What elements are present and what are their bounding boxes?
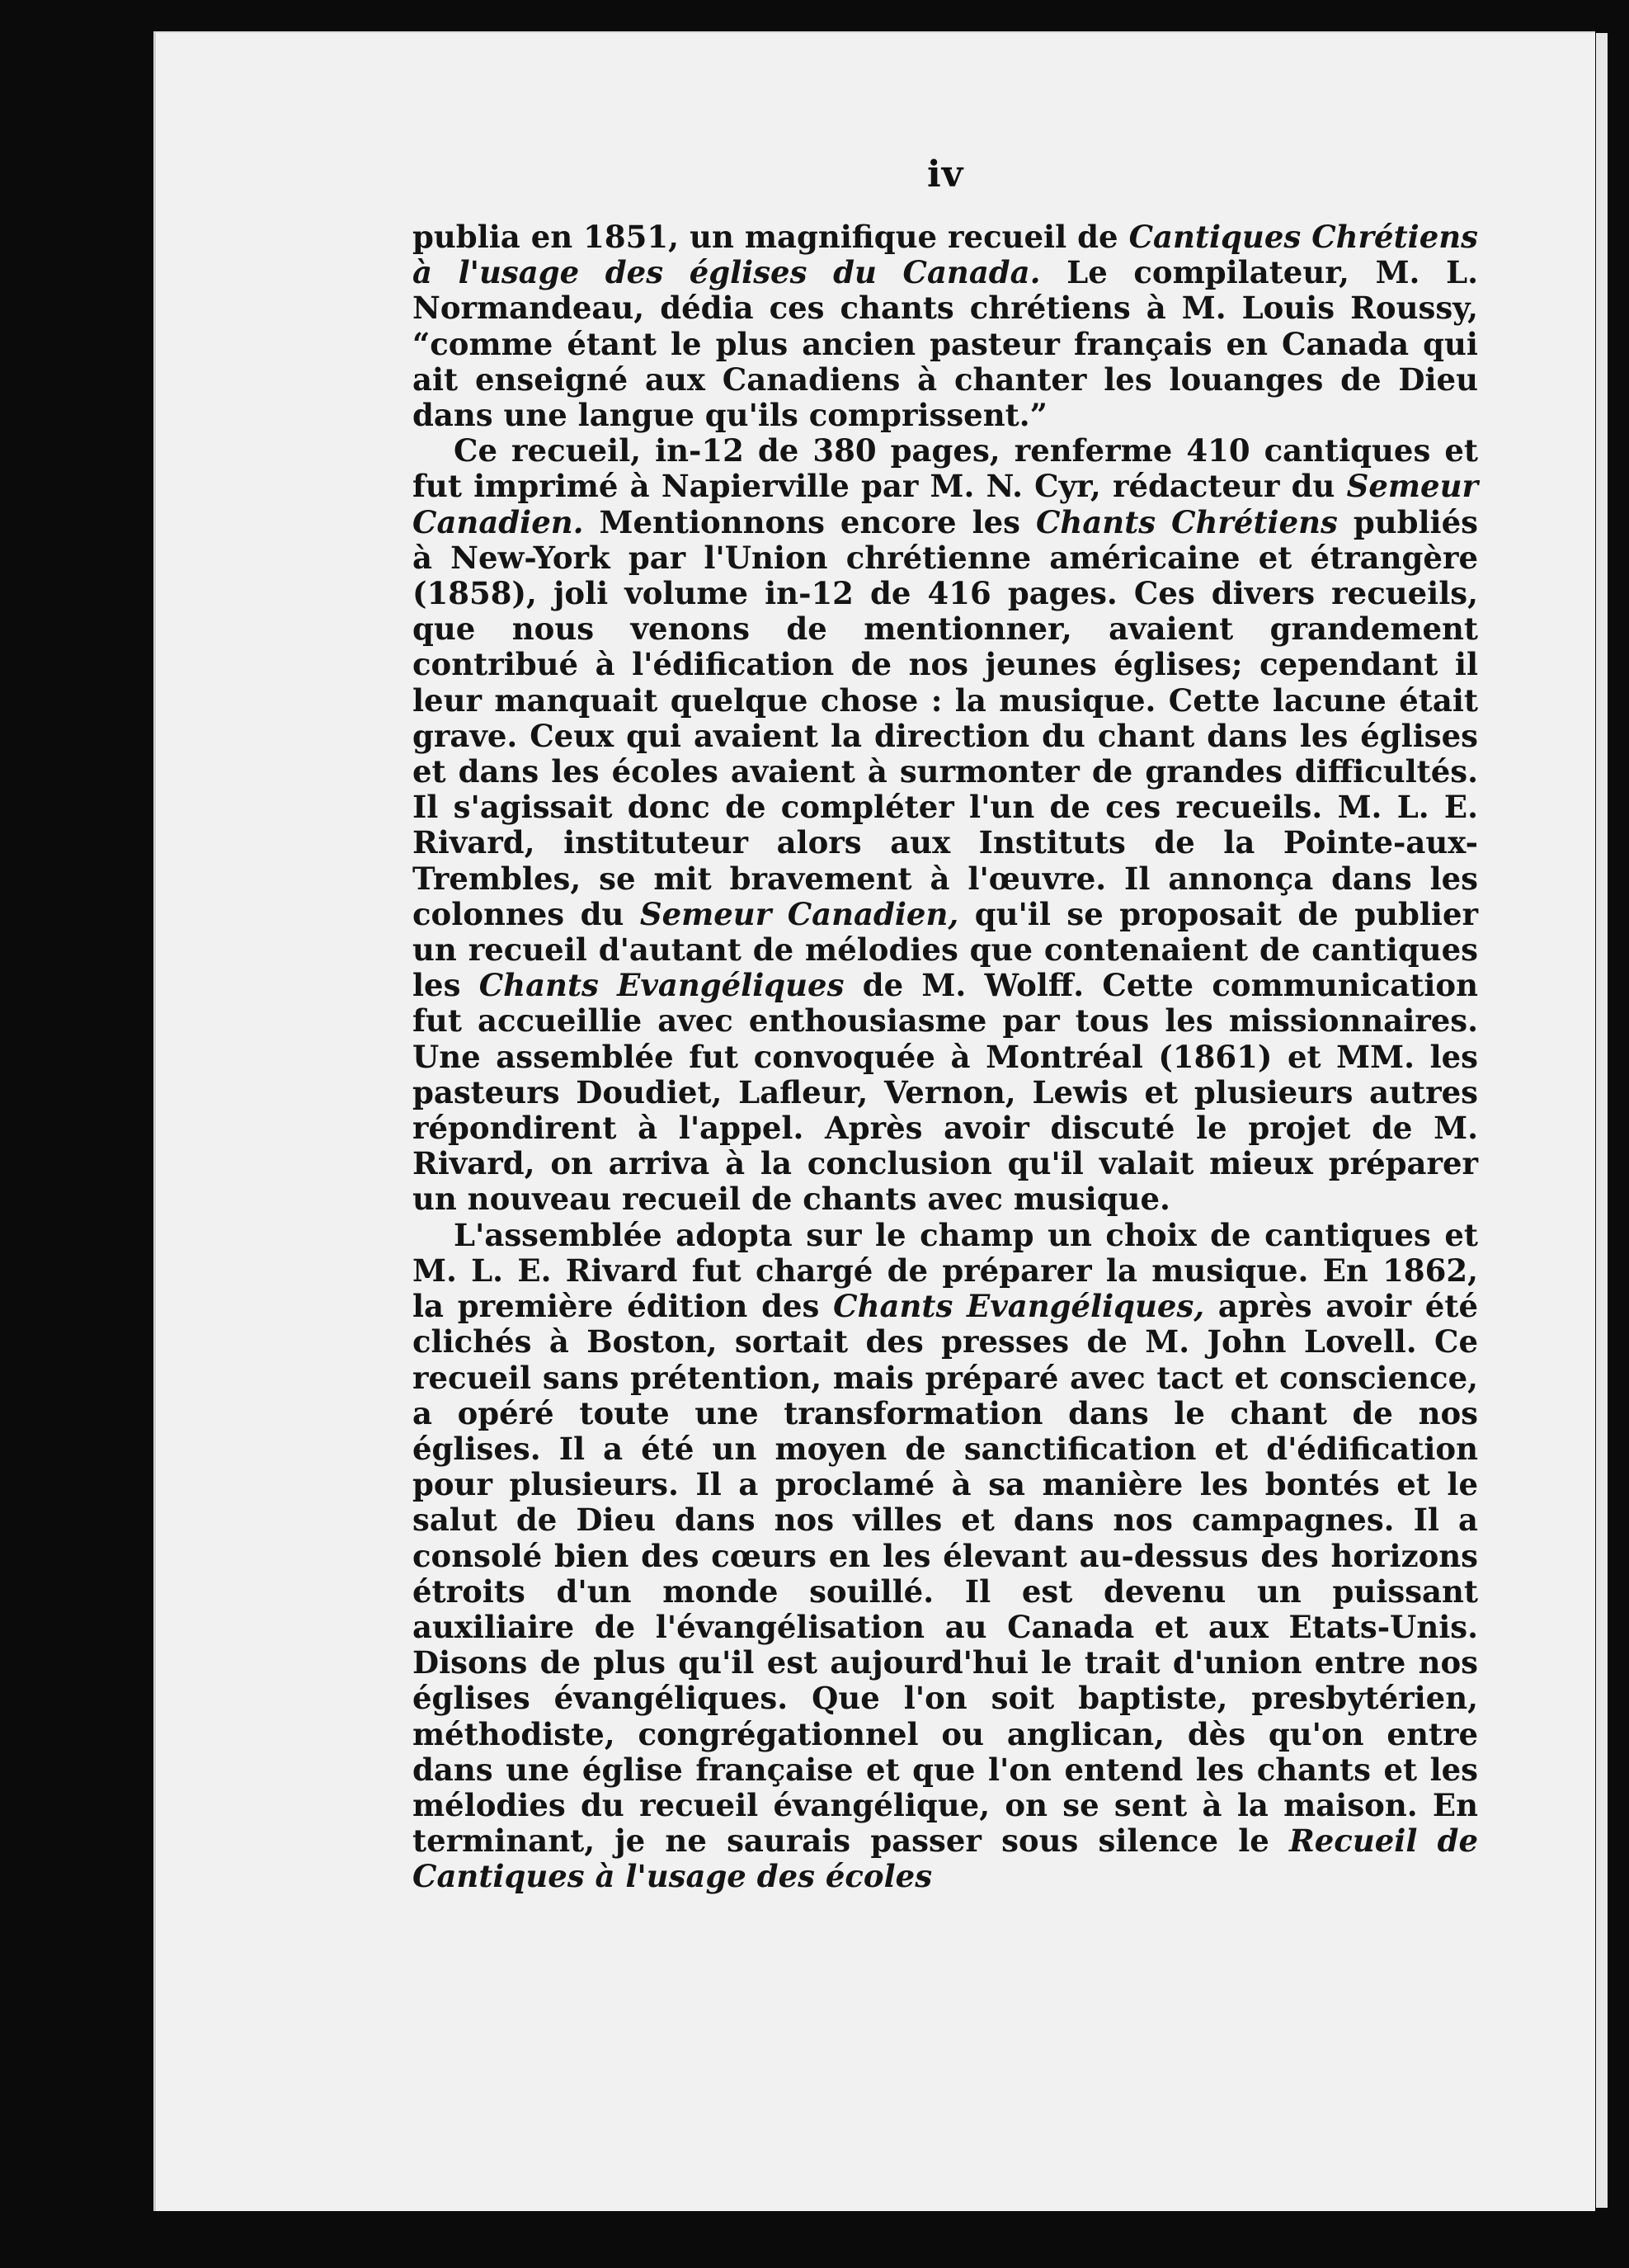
italic-title: Recueil de Cantiques à l'usage des écoles <box>412 1822 1478 1895</box>
text-run: après avoir été clichés à Boston, sortait des presses de M. John Lovell. Ce recueil sans prétention, mais préparé avec tact et conscience, a opéré toute une transformation dans le chant de nos églises. Il a été un moyen de sanctification et d'édification pour plusieurs. Il a proclamé à sa manière les bontés et le salut de Dieu dans nos villes et dans nos campagnes. Il a consolé bien des cœurs en les élevant au-dessus des horizons étroits d'un monde souillé. Il est devenu un puissant auxiliaire de l'évangélisation au Canada et aux Etats-Unis. Disons de plus qu'il est aujourd'hui le trait d'union entre nos églises évangéliques. Que l'on soit baptiste, presbytérien, méthodiste, congrégationnel ou anglican, dès qu'on entre dans une église française et que l'on entend les chants et les mélodies du recueil évangélique, on se sent à la maison. En terminant, je ne saurais passer sous silence le <box>412 1288 1478 1860</box>
text-run: Le compilateur, M. L. Normandeau, dédia ces chants chrétiens à M. Louis Roussy, “comme étant le plus ancien pasteur français en Canada qui ait enseigné aux Canadiens à chanter les louanges de Dieu dans une langue qu'ils comprissent.” <box>412 254 1478 434</box>
italic-title: Cantiques Chrétiens à l'usage des églises du Canada. <box>412 219 1478 291</box>
text-run: de M. Wolff. Cette communication fut accueillie avec enthousiasme par tous les missionnaires. Une assemblée fut convoquée à Montréal (1861) et MM. les pasteurs Doudiet, Lafleur, Vernon, Lewis et plusieurs autres répondirent à l'appel. Après avoir discuté le projet de M. Rivard, on arriva à la conclusion qu'il valait mieux préparer un nouveau recueil de chants avec musique. <box>412 967 1478 1218</box>
italic-title: Chants Evangéliques <box>478 967 845 1004</box>
paragraph <box>412 1218 1478 1895</box>
text-run: Ce recueil, in-12 de 380 pages, renferme 410 cantiques et fut imprimé à Napierville par M. N. Cyr, rédacteur du <box>412 432 1478 505</box>
paragraph <box>412 433 1478 1217</box>
italic-title: Chants Chrétiens <box>1035 503 1338 540</box>
body-text <box>412 219 1478 1895</box>
text-run: publiés à New-York par l'Union chrétienne américaine et étrangère (1858), joli volume in-12 de 416 pages. Ces divers recueils, que nous venons de mentionner, avaient grandement contribué à l'édification de nos jeunes églises; cependant il leur manquait quelque chose : la musique. Cette lacune était grave. Ceux qui avaient la direction du chant dans les églises et dans les écoles avaient à surmonter de grandes difficultés. Il s'agissait donc de compléter l'un de ces recueils. M. L. E. Rivard, instituteur alors aux Instituts de la Pointe-aux-Trembles, se mit bravement à l'œuvre. Il annonça dans les colonnes du <box>412 503 1478 932</box>
text-run: Mentionnons encore les <box>583 503 1036 540</box>
text-run: L'assemblée adopta sur le champ un choix de cantiques et M. L. E. Rivard fut chargé de préparer la musique. En 1862, la première édition des <box>412 1216 1478 1325</box>
paragraph <box>412 219 1478 433</box>
italic-title: Semeur Canadien. <box>412 468 1478 540</box>
text-run: qu'il se proposait de publier un recueil d'autant de mélodies que contenaient de cantiques les <box>412 895 1479 1004</box>
text-run: publia en 1851, un magnifique recueil de <box>412 219 1129 255</box>
italic-title: Chants Evangéliques, <box>833 1288 1205 1325</box>
page-number: iv <box>927 153 964 196</box>
page-edge <box>1596 33 1608 2208</box>
italic-title: Semeur Canadien, <box>639 895 959 932</box>
